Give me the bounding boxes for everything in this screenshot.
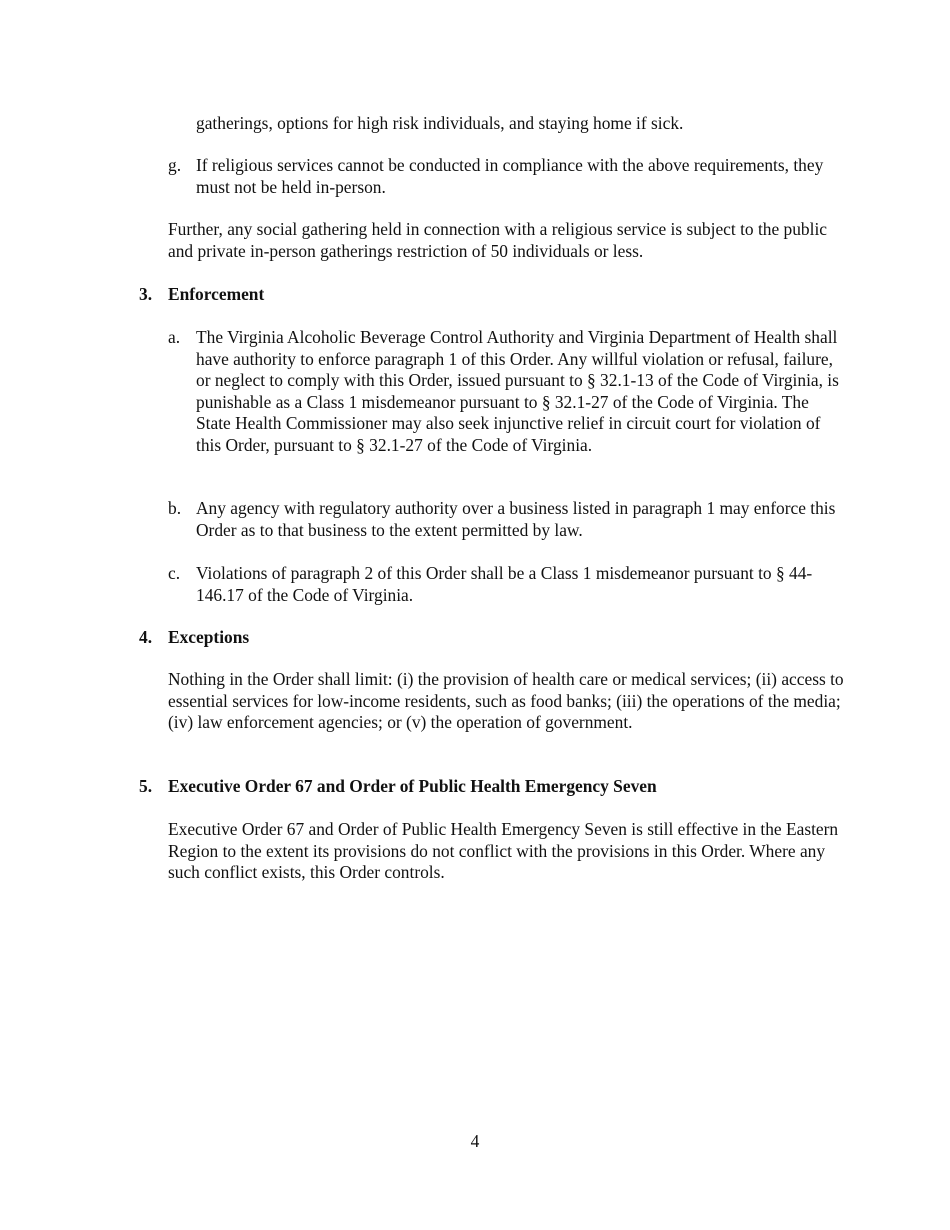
section-5-number: 5. xyxy=(139,776,153,796)
item-3b-marker: b. xyxy=(168,498,182,518)
item-g-marker: g. xyxy=(168,155,182,175)
section-3-number: 3. xyxy=(139,284,153,304)
item-3a-marker: a. xyxy=(168,327,181,347)
continuation-text: gatherings, options for high risk individuals, and staying home if sick. xyxy=(196,113,684,133)
section-3-heading: Enforcement xyxy=(168,284,265,304)
section-4-heading: Exceptions xyxy=(168,627,250,647)
item-3c-text: Violations of paragraph 2 of this Order shall be a Class 1 misdemeanor pursuant to § 44-146.17 of the Code of Virginia. xyxy=(196,563,813,605)
further-paragraph: Further, any social gathering held in connection with a religious service is subject to the public and private in-person gatherings restriction of 50 individuals or less. xyxy=(168,219,828,261)
section-5-text: Executive Order 67 and Order of Public Health Emergency Seven is still effective in the Eastern Region to the extent its provisions do not conflict with the provisions in this Order. Where any such conflict exists, this Order controls. xyxy=(168,819,839,883)
section-4-text: Nothing in the Order shall limit: (i) the provision of health care or medical services; (ii) access to essential services for low-income residents, such as food banks; (iii) the operations of the media; (iv) law enforcement agencies; or (v) the operation of government. xyxy=(168,669,844,733)
item-3c-marker: c. xyxy=(168,563,181,583)
item-g-text: If religious services cannot be conducted in compliance with the above requirements, they must not be held in-person. xyxy=(196,155,824,197)
page-number: 4 xyxy=(470,1131,480,1151)
item-3a-text: The Virginia Alcoholic Beverage Control Authority and Virginia Department of Health shall have authority to enforce paragraph 1 of this Order. Any willful violation or refusal, failure, or neglect to comply with this Order, issued pursuant to § 32.1-13 of the Code of Virginia, is punishable as a Class 1 misdemeanor pursuant to § 32.1-27 of the Code of Virginia. The State Health Commissioner may also seek injunctive relief in circuit court for violation of this Order, pursuant to § 32.1-27 of the Code of Virginia. xyxy=(196,327,839,455)
item-3b-text: Any agency with regulatory authority over a business listed in paragraph 1 may enforce this Order as to that business to the extent permitted by law. xyxy=(196,498,836,540)
section-4-number: 4. xyxy=(139,627,153,647)
section-5-heading: Executive Order 67 and Order of Public Health Emergency Seven xyxy=(168,776,657,796)
